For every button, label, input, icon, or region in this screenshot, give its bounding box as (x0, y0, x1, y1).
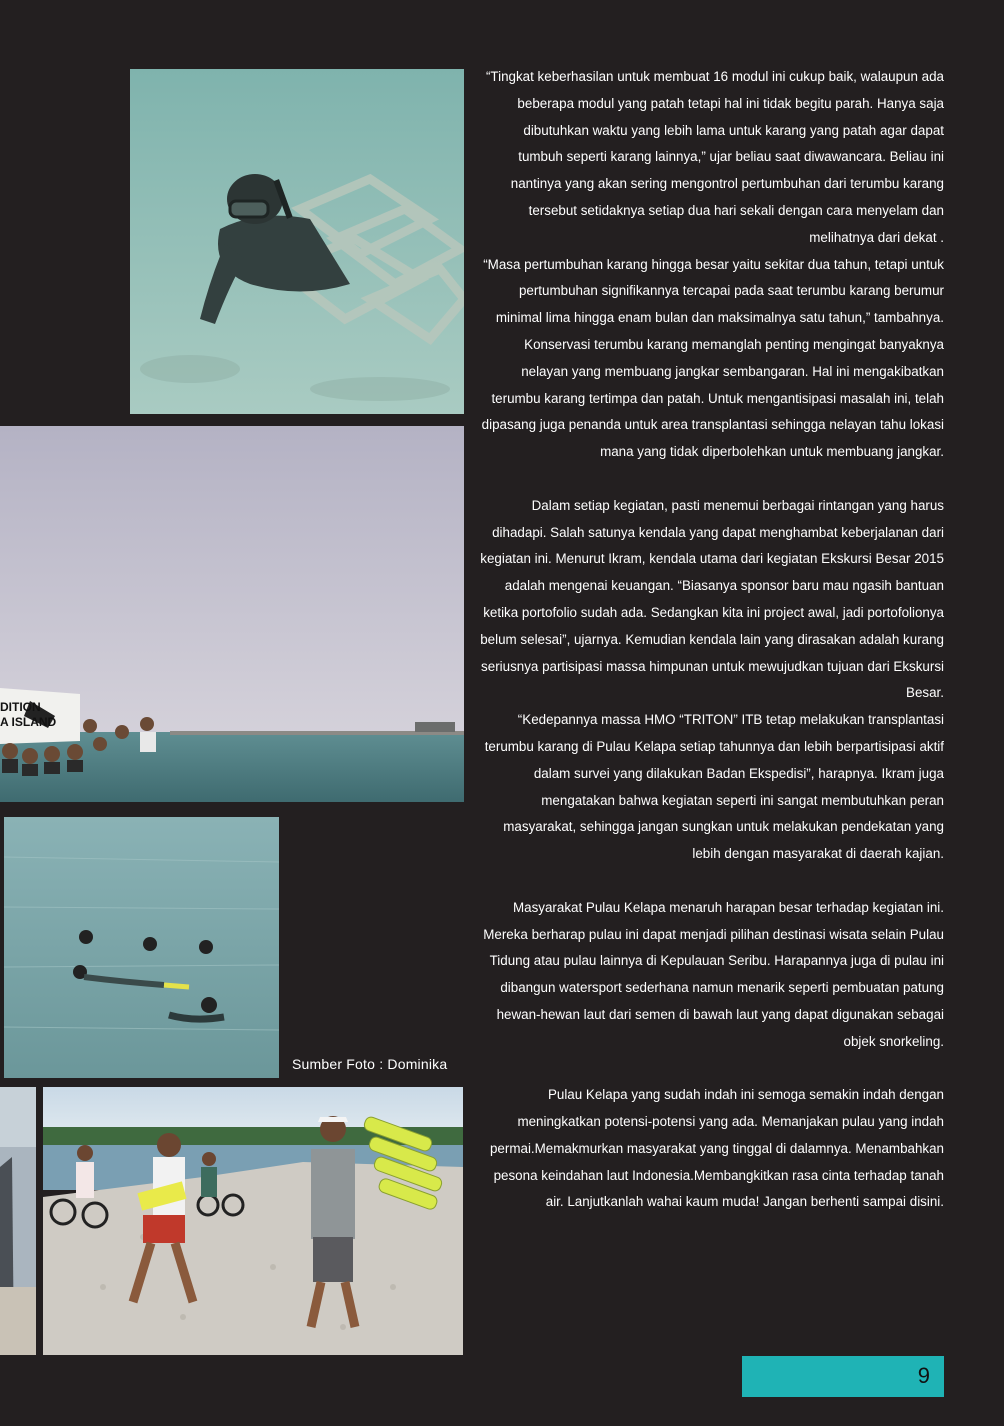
article-paragraph: “Tingkat keberhasilan untuk membuat 16 modul ini cukup baik, walaupun ada beberapa modul yang patah tetapi hal ini tidak begitu parah. Hanya saja dibutuhkan waktu yang lebih lama untuk karang yang patah agar dapat tumbuh seperti karang lainnya,” ujar beliau saat diwawancara. Beliau ini nantinya yang akan sering mengontrol pertumbuhan dari terumbu karang tersebut setidaknya setiap dua hari sekali dengan cara menyelam dan melihatnya dari dekat . (485, 69, 944, 245)
article-paragraph: Dalam setiap kegiatan, pasti menemui berbagai rintangan yang harus dihadapi. Salah satunya kendala yang dapat menghambat keberjalanan dari kegiatan ini. Menurut Ikram, kendala utama dari kegiatan Ekskursi Besar 2015 adalah mengenai keuangan. “Biasanya sponsor baru mau ngasih bantuan ketika portofolio sudah ada. Sedangkan kita ini project awal, jadi portofolionya belum selesai”, ujarnya. Kemudian kendala lain yang dirasakan adalah kurang seriusnya partisipasi massa himpunan untuk mewujudkan tujuan dari Ekskursi Besar. (480, 497, 944, 701)
article-body (476, 64, 944, 1216)
page-number-box (742, 1356, 944, 1397)
article-paragraph: Pulau Kelapa yang sudah indah ini semoga semakin indah dengan meningkatkan potensi-potensi yang ada. Memanjakan pulau yang indah permai.Memakmurkan masyarakat yang tinggal di dalamnya. Menambahkan pesona keindahan laut Indonesia.Membangkitkan rasa cinta terhadap tanah air. Lanjutkanlah wahai kaum muda! Jangan berhenti sampai disini. (489, 1087, 944, 1210)
banner-text-line2: A ISLAND (0, 715, 57, 729)
banner-text-line1: DITION (0, 700, 41, 714)
group-in-sea-photo (0, 426, 464, 802)
underwater-transplant-photo (130, 69, 464, 414)
page-number: 9 (917, 1363, 930, 1388)
cropped-beach-photo (0, 1087, 36, 1355)
beach-team-photo (43, 1087, 463, 1355)
snorkelers-photo (4, 817, 279, 1078)
photo-credit-caption: Sumber Foto : Dominika (292, 1056, 448, 1072)
article-paragraph: “Kedepannya massa HMO “TRITON” ITB tetap melakukan transplantasi terumbu karang di Pulau Kelapa setiap tahunnya dan lebih berpartisipasi aktif dalam survei yang dilakukan Badan Ekspedisi”, harapnya. Ikram juga mengatakan bahwa kegiatan seperti ini sangat membutuhkan peran masyarakat, sehingga jangan sungkan untuk melakukan pendekatan yang lebih dengan masyarakat di daerah kajian. (484, 712, 944, 862)
article-paragraph: “Masa pertumbuhan karang hingga besar yaitu sekitar dua tahun, tetapi untuk pertumbuhan signifikannya tercapai pada saat terumbu karang berumur minimal lima hingga enam bulan dan maksimalnya satu tahun,” tambahnya. Konservasi terumbu karang memanglah penting mengingat banyaknya nelayan yang membuang jangkar sembangaran. Hal ini mengakibatkan terumbu karang tertimpa dan patah. Untuk mengantisipasi masalah ini, telah dipasang juga penanda untuk area transplantasi sehingga nelayan tahu lokasi mana yang tidak diperbolehkan untuk membuang jangkar. (481, 256, 944, 460)
article-paragraph: Masyarakat Pulau Kelapa menaruh harapan besar terhadap kegiatan ini. Mereka berharap pulau ini dapat menjadi pilihan destinasi wisata selain Pulau Tidung atau pulau lainnya di Kepulauan Seribu. Harapannya juga di pulau ini dibangun watersport sederhana namun menarik seperti pembuatan patung hewan-hewan laut dari semen di bawah laut yang dapat digunakan sebagai objek snorkeling. (483, 899, 944, 1049)
